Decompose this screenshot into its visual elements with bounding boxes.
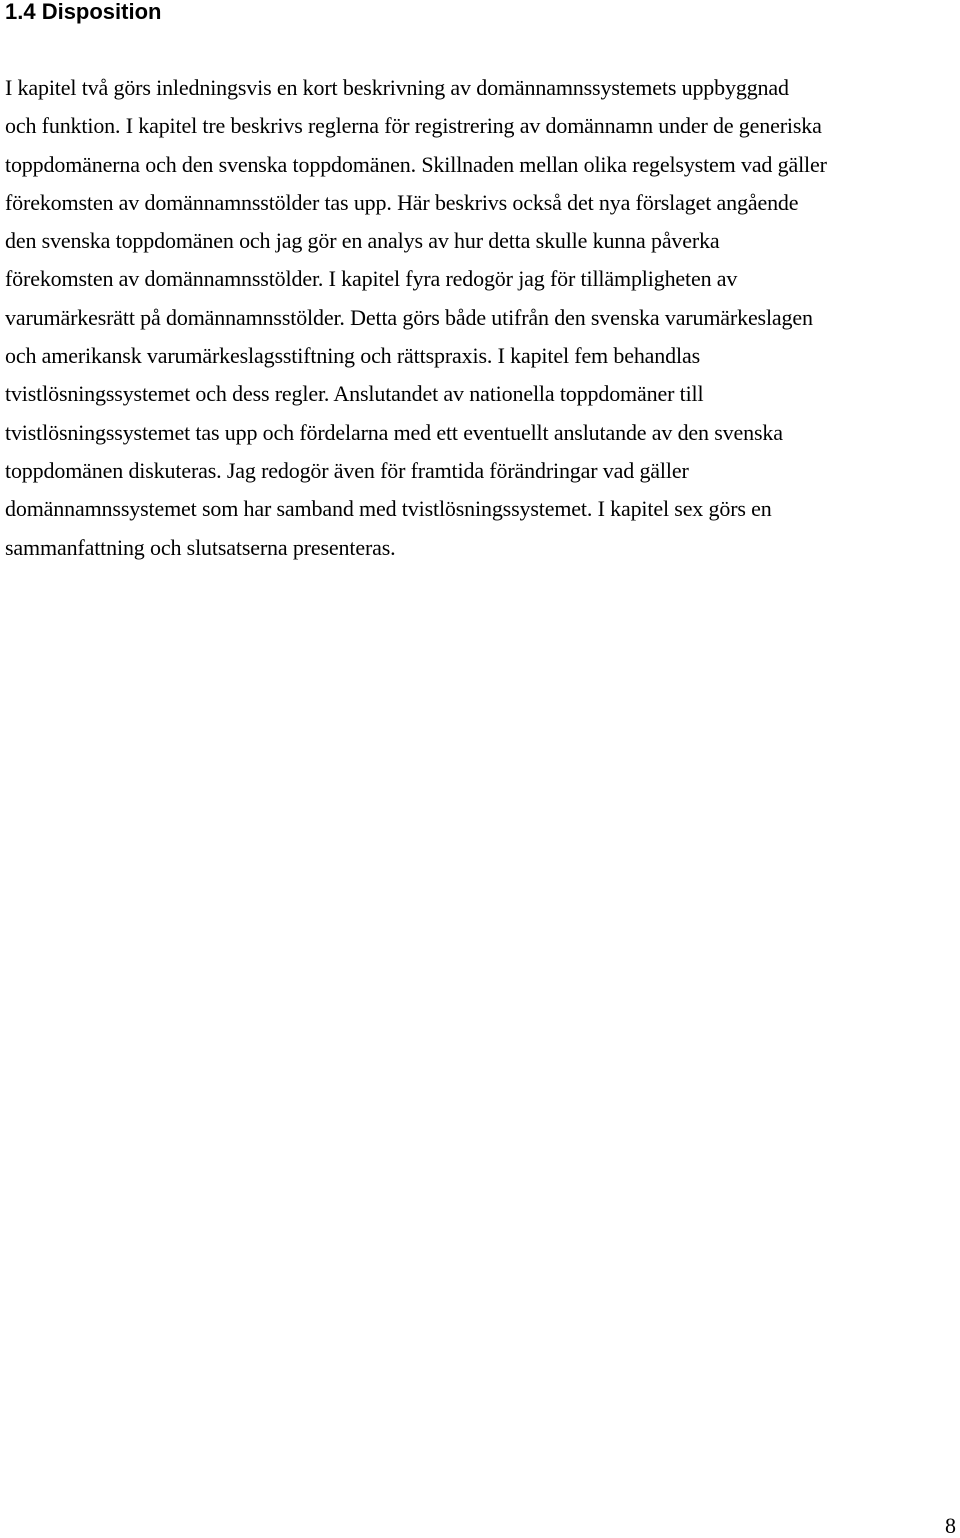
paragraph-line: och funktion. I kapitel tre beskrivs reglerna för registrering av domännamn under de generiska (5, 113, 822, 139)
disposition-paragraph (5, 69, 955, 567)
paragraph-line: den svenska toppdomänen och jag gör en analys av hur detta skulle kunna påverka (5, 228, 720, 254)
paragraph-line: sammanfattning och slutsatserna presenteras. (5, 534, 396, 560)
paragraph-line: tvistlösningssystemet tas upp och fördelarna med ett eventuellt anslutande av den svenska (5, 419, 783, 445)
paragraph-line: varumärkesrätt på domännamnsstölder. Detta görs både utifrån den svenska varumärkeslagen (5, 304, 813, 330)
page-number: 8 (945, 1513, 956, 1538)
paragraph-line: tvistlösningssystemet och dess regler. Anslutandet av nationella toppdomäner till (5, 381, 704, 407)
section-heading: 1.4 Disposition (5, 0, 162, 24)
paragraph-line: förekomsten av domännamnsstölder tas upp. Här beskrivs också det nya förslaget angående (5, 189, 799, 215)
paragraph-line: förekomsten av domännamnsstölder. I kapitel fyra redogör jag för tillämpligheten av (5, 266, 738, 292)
paragraph-line: och amerikansk varumärkeslagsstiftning och rättspraxis. I kapitel fem behandlas (5, 343, 700, 369)
paragraph-line: I kapitel två görs inledningsvis en kort beskrivning av domännamnssystemets uppbyggnad (5, 75, 789, 100)
paragraph-line: toppdomänerna och den svenska toppdomänen. Skillnaden mellan olika regelsystem vad gäller (5, 151, 827, 177)
paragraph-line: domännamnssystemet som har samband med tvistlösningssystemet. I kapitel sex görs en (5, 496, 772, 522)
paragraph-line: toppdomänen diskuteras. Jag redogör även för framtida förändringar vad gäller (5, 457, 689, 483)
